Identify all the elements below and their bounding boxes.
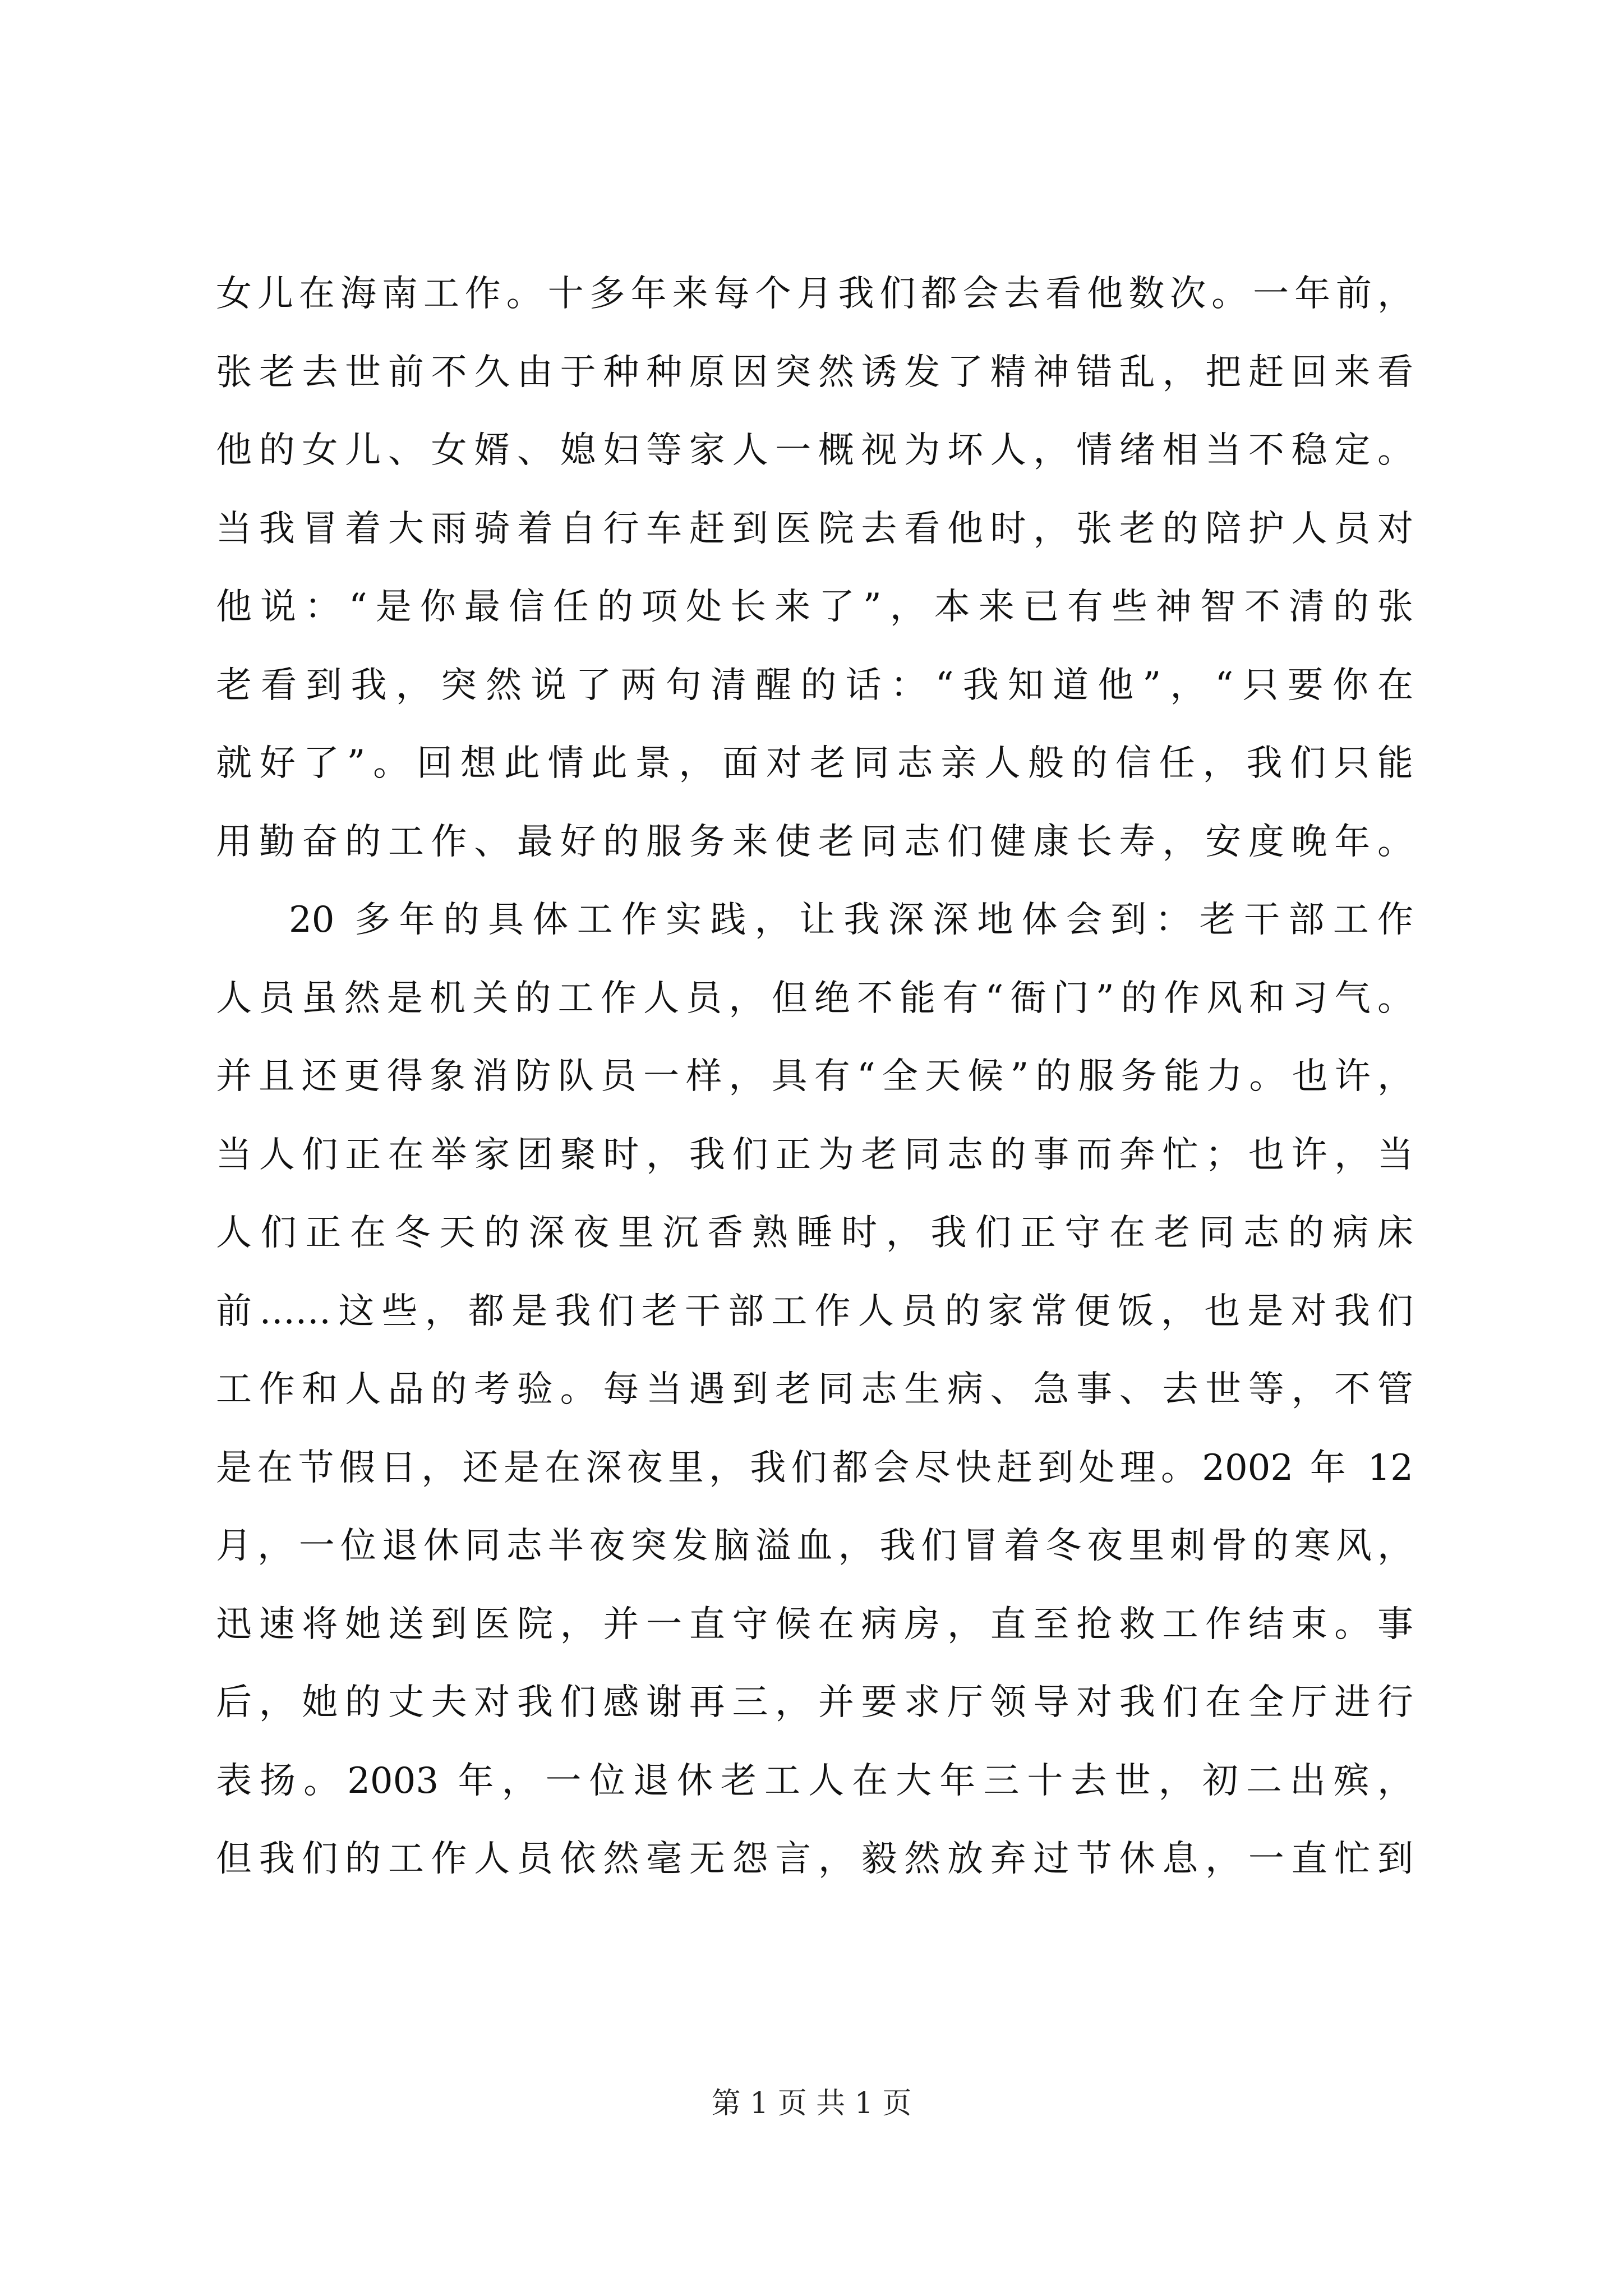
text-line: 前……这些，都是我们老干部工作人员的家常便饭，也是对我们: [216, 1290, 1413, 1332]
document-body: [216, 255, 1413, 1899]
page-footer: [0, 2087, 1623, 2120]
text-line: 老看到我，突然说了两句清醒的话：“我知道他”，“只要你在: [216, 664, 1413, 706]
text-line: 工作和人品的考验。每当遇到老同志生病、急事、去世等，不管: [216, 1369, 1413, 1410]
text-line: 他说：“是你最信任的项处长来了”，本来已有些神智不清的张: [216, 586, 1413, 628]
text-line: 表扬。2003 年，一位退休老工人在大年三十去世，初二出殡，: [216, 1760, 1413, 1802]
text-line: 他的女儿、女婿、媳妇等家人一概视为坏人，情绪相当不稳定。: [216, 430, 1413, 471]
text-line: 当我冒着大雨骑着自行车赶到医院去看他时，张老的陪护人员对: [216, 508, 1413, 550]
page-number: 第 1 页 共 1 页: [711, 2087, 912, 2120]
text-line: 但我们的工作人员依然毫无怨言，毅然放弃过节休息，一直忙到: [216, 1838, 1413, 1880]
text-line: 迅速将她送到医院，并一直守候在病房，直至抢救工作结束。事: [216, 1603, 1413, 1645]
text-line: 人员虽然是机关的工作人员，但绝不能有“衙门”的作风和习气。: [216, 977, 1413, 1019]
text-line: 就好了”。回想此情此景，面对老同志亲人般的信任，我们只能: [216, 743, 1413, 784]
text-line: 是在节假日，还是在深夜里，我们都会尽快赶到处理。2002 年 12: [216, 1447, 1413, 1489]
text-line: 女儿在海南工作。十多年来每个月我们都会去看他数次。一年前，: [216, 273, 1413, 315]
text-line: 用勤奋的工作、最好的服务来使老同志们健康长寿，安度晚年。: [216, 821, 1413, 863]
text-line: 张老去世前不久由于种种原因突然诱发了精神错乱，把赶回来看: [216, 351, 1413, 393]
text-line: 月，一位退休同志半夜突发脑溢血，我们冒着冬夜里刺骨的寒风，: [216, 1525, 1413, 1567]
text-line: 当人们正在举家团聚时，我们正为老同志的事而奔忙；也许，当: [216, 1134, 1413, 1176]
text-line: 后，她的丈夫对我们感谢再三，并要求厅领导对我们在全厅进行: [216, 1682, 1413, 1723]
paragraph-first-line: 20 多年的具体工作实践，让我深深地体会到：老干部工作: [289, 899, 1413, 941]
text-line: 人们正在冬天的深夜里沉香熟睡时，我们正守在老同志的病床: [216, 1212, 1413, 1254]
text-line: 并且还更得象消防队员一样，具有“全天候”的服务能力。也许，: [216, 1056, 1413, 1097]
